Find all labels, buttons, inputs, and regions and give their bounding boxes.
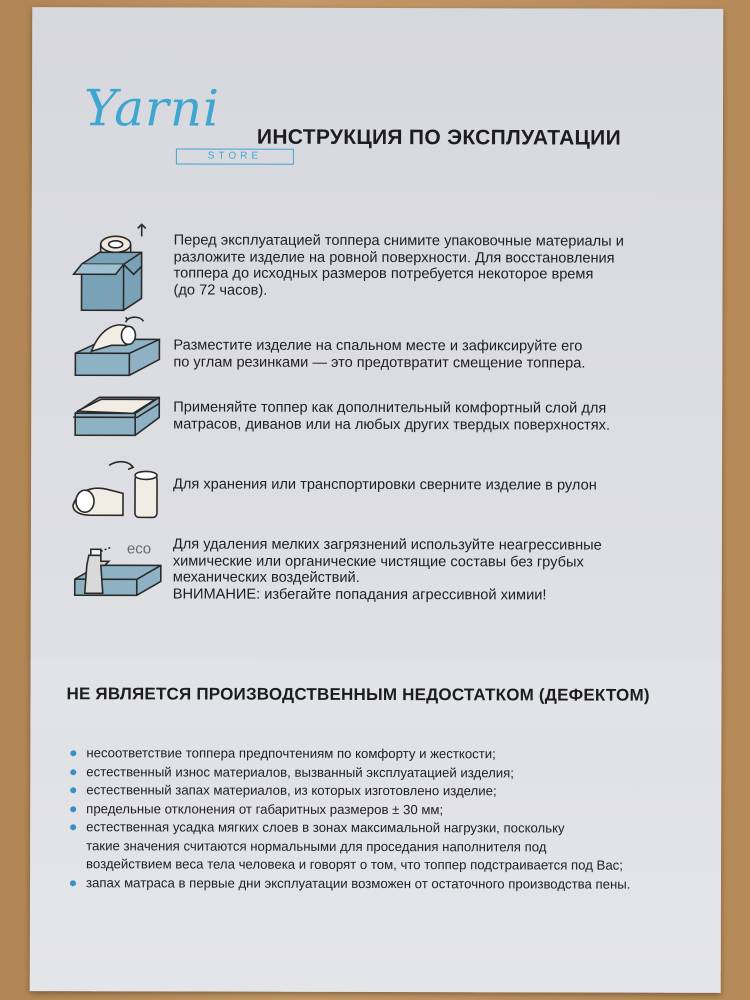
list-item-text: предельные отклонения от габаритных размеров ± 30 мм; [86, 800, 444, 817]
list-item [70, 874, 710, 894]
step-3 [31, 391, 722, 434]
brand-name: Yarni [83, 79, 221, 138]
eco-spray-icon [71, 535, 171, 601]
unroll-on-bed-icon [71, 315, 161, 381]
step-5-text [173, 536, 698, 603]
eco-label: eco [126, 540, 152, 558]
defects-title: НЕ ЯВЛЯЕТСЯ ПРОИЗВОДСТВЕННЫМ НЕДОСТАТКОМ (ДЕФЕКТОМ) [66, 684, 650, 705]
bullet-dot [70, 769, 76, 775]
step-line: ВНИМАНИЕ: избегайте попадания агрессивной химии! [172, 585, 547, 603]
topper-layer-icon [71, 391, 163, 441]
step-line: Перед эксплуатацией топпера снимите упаковочные материалы и [173, 232, 624, 250]
step-4 [31, 459, 722, 494]
step-line: по углам резинками — это предотвратит смещение топпера. [173, 353, 586, 372]
list-item-text: естественный износ материалов, вызванный эксплуатацией изделия; [86, 763, 514, 780]
brand-store-label: STORE [176, 148, 294, 164]
step-1 [32, 222, 723, 299]
bullet-dot [70, 806, 76, 812]
list-item-text: естественная усадка мягких слоев в зонах максимальной нагрузки, поскольку [86, 819, 565, 836]
list-item [70, 744, 710, 764]
step-2 [31, 315, 722, 372]
step-4-text [173, 476, 698, 494]
step-line: Для удаления мелких загрязнений используйте неагрессивные [172, 536, 602, 554]
step-line: Применяйте топпер как дополнительный комфортный слой для [173, 399, 607, 417]
step-5 [31, 535, 722, 603]
step-line: механических воздействий. [172, 569, 360, 586]
list-item [70, 800, 710, 820]
list-item [70, 763, 710, 783]
bullet-dot [70, 880, 76, 886]
step-line: разложите изделие на ровной поверхности. Для восстановления [173, 248, 615, 267]
step-line: (до 72 часов). [173, 281, 268, 299]
bullet-dot [70, 750, 76, 756]
bullet-dot [70, 787, 76, 793]
step-line: химические или органические чистящие составы без грубых [172, 552, 584, 571]
defects-list [70, 744, 710, 894]
step-line: Для хранения или транспортировки сверните изделие в рулон [173, 476, 597, 494]
step-line: топпера до исходных размеров потребуется некоторое время [173, 265, 594, 283]
step-line: матрасов, диванов или на любых других твердых поверхностях. [173, 415, 611, 434]
list-item-text: несоответствие топпера предпочтениям по комфорту и жесткости; [86, 745, 496, 762]
step-1-text [174, 232, 699, 299]
brand-logo [84, 79, 264, 169]
step-line: Разместите изделие на спальном месте и зафиксируйте его [173, 337, 583, 355]
page-title: ИНСТРУКЦИЯ ПО ЭКСПЛУАТАЦИИ [256, 125, 622, 150]
step-2-text [173, 337, 698, 371]
box-unpack-icon [71, 222, 153, 314]
instruction-sheet [30, 7, 724, 993]
list-item [70, 818, 710, 875]
list-item-text: такие значения считаются нормальными для проседания наполнителя под [86, 837, 547, 854]
list-item-text: запах матраса в первые дни эксплуатации возможен от остаточного производства пены. [85, 874, 631, 892]
step-3-text [173, 399, 698, 433]
list-item [70, 781, 710, 801]
roll-up-icon [71, 459, 163, 521]
list-item-text: воздействием веса тела человека и говорят о том, что топпер подстраивается под Вас; [86, 856, 623, 873]
bullet-dot [70, 824, 76, 830]
list-item-text: естественный запах материалов, из которых изготовлено изделие; [86, 782, 497, 799]
